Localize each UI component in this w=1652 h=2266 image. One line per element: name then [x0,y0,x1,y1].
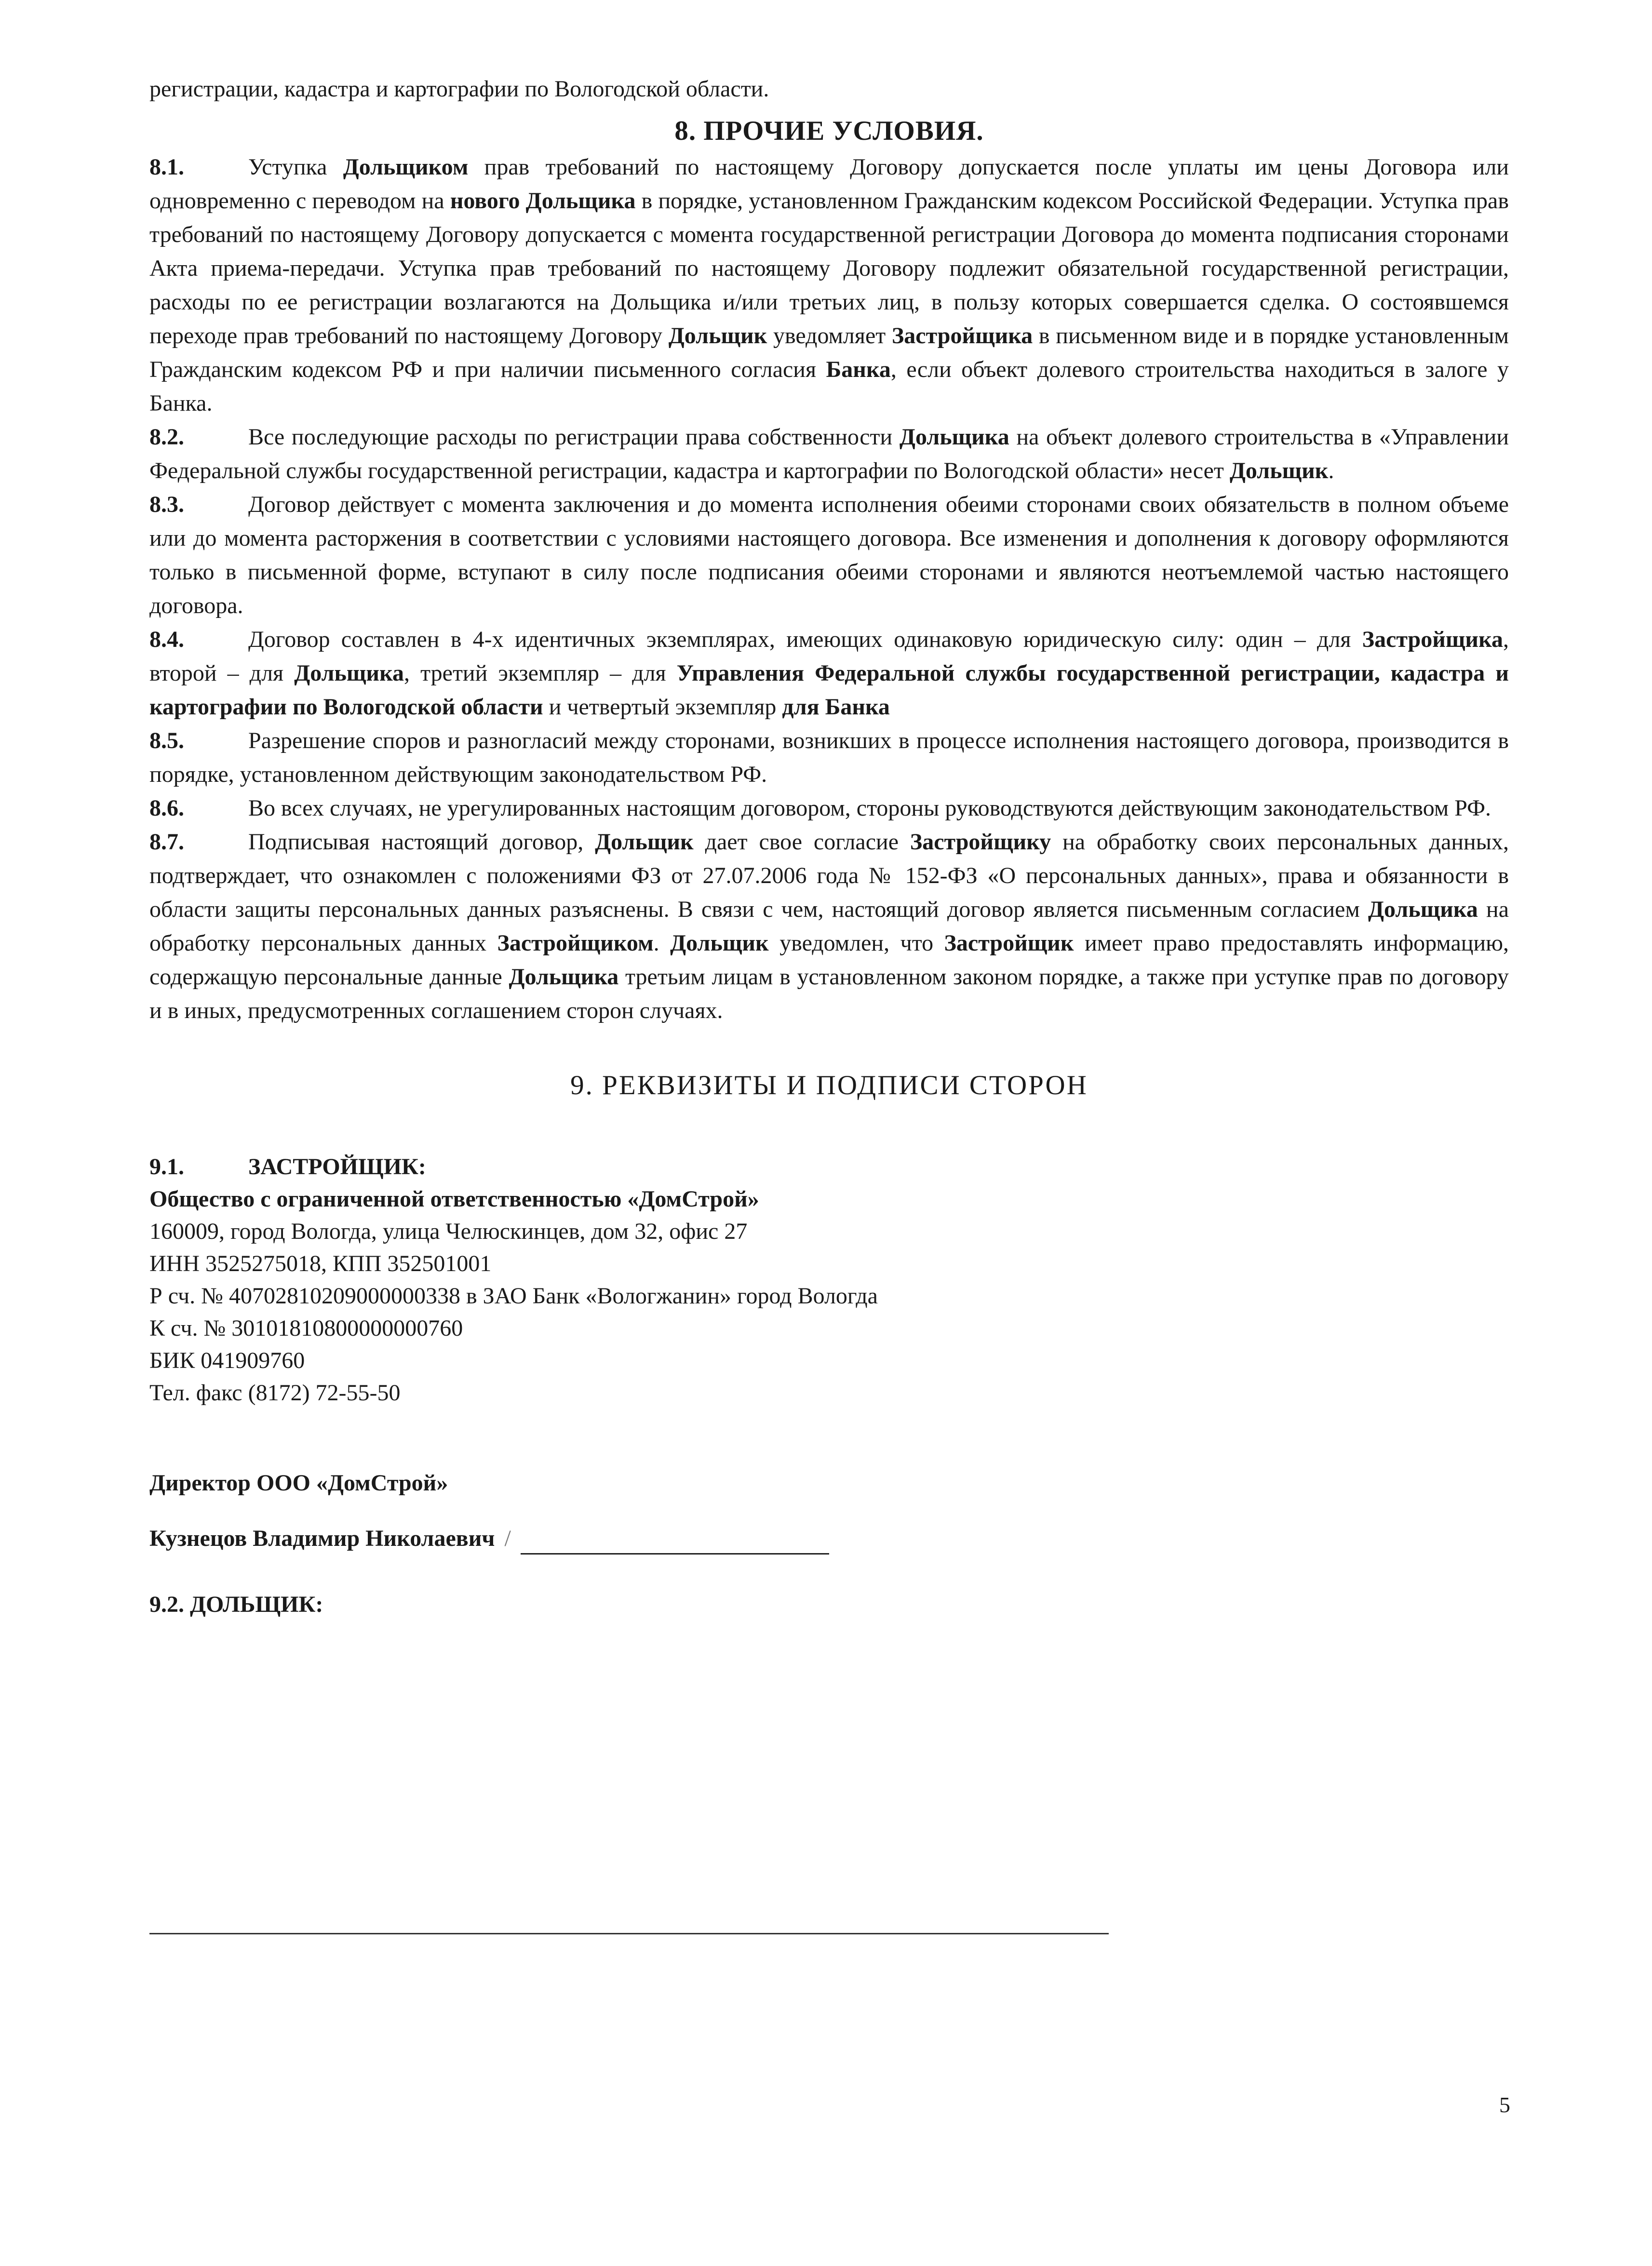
clause-8-1 [149,150,1509,420]
clause-emphasis: Дольщиком [343,154,469,180]
clause-8-7 [149,825,1509,1028]
director-signature-row [149,1522,1509,1555]
clause-text: , второй – для [149,627,1509,686]
document-page [149,72,1509,1644]
clause-text: на обработку персональных данных [149,897,1509,956]
clause-emphasis: Застройщику [910,829,1051,855]
clause-emphasis: Дольщика [1368,897,1478,922]
clause-emphasis: Дольщика [899,424,1009,450]
clause-number: 8.3. [149,492,184,517]
clause-8-5 [149,724,1509,791]
clause-text: уведомляет [767,323,892,349]
developer-org-name: Общество с ограниченной ответственностью «ДомСтрой» [149,1186,759,1212]
developer-settlement-account: Р сч. № 40702810209000000338 в ЗАО Банк «Вологжанин» город Вологда [149,1283,878,1309]
section-9-title: 9. РЕКВИЗИТЫ И ПОДПИСИ СТОРОН [570,1070,1088,1100]
section-8-clauses [149,150,1509,1028]
clause-emphasis: Дольщик [595,829,694,855]
clause-emphasis: Застройщик [944,930,1074,956]
page-number: 5 [1499,2092,1510,2117]
clause-text: Разрешение споров и разногласий между сторонами, возникших в процессе исполнения настоящего договора, производится в порядке, установленном действующим законодательством РФ. [149,728,1509,787]
clause-8-3 [149,488,1509,623]
clause-text: на обработку своих персональных данных, подтверждает, что ознакомлен с положениями ФЗ от 27.07.2006 года № 152-ФЗ «О персональных данных», права и обязанности в области защиты персональных данных разъяснены. В связи с чем, настоящий договор является письменным согласием [149,829,1509,922]
clause-text: и четвертый экземпляр [543,694,782,720]
clause-8-4 [149,623,1509,724]
director-title: Директор ООО «ДомСтрой» [149,1470,448,1496]
director-name: Кузнецов Владимир Николаевич [149,1526,495,1551]
clause-text: . [1328,458,1334,483]
clause-8-2 [149,420,1509,488]
clause-text: Во всех случаях, не урегулированных настоящим договором, стороны руководствуются действующим законодательством РФ. [248,795,1491,821]
clause-emphasis: Застройщика [1362,627,1503,652]
clause-text: Договор составлен в 4-х идентичных экземплярах, имеющих одинаковую юридическую силу: один – для [248,627,1362,652]
clause-text: Подписывая настоящий договор, [248,829,595,855]
clause-emphasis: Дольщик [670,930,769,956]
clause-emphasis: Банка [826,357,891,382]
signature-slash: / [504,1526,511,1551]
clause-number: 8.1. [149,154,184,180]
section-8-title: 8. ПРОЧИЕ УСЛОВИЯ. [674,116,984,146]
clause-number: 8.4. [149,627,184,652]
developer-number: 9.1. [149,1154,184,1180]
clause-number: 8.2. [149,424,184,450]
shareholder-signature-line [149,1933,1109,1934]
clause-number: 8.7. [149,829,184,855]
developer-correspondent-account: К сч. № 30101810800000000760 [149,1315,463,1341]
clause-emphasis: Дольщика [294,660,404,686]
developer-phone: Тел. факс (8172) 72-55-50 [149,1380,401,1406]
clause-text: Все последующие расходы по регистрации права собственности [248,424,900,450]
clause-emphasis: Дольщик [668,323,767,349]
clause-8-6 [149,791,1509,825]
developer-requisites [149,1151,1509,1621]
clause-emphasis: для Банка [782,694,890,720]
clause-text: Уступка [248,154,343,180]
clause-text: дает свое согласие [693,829,910,855]
clause-emphasis: Управления Федеральной службы государственной регистрации, кадастра и картографии по Вологодской области [149,660,1509,720]
clause-emphasis: нового Дольщика [450,188,636,214]
clause-number: 8.6. [149,795,184,821]
clause-text: , если объект долевого строительства находиться в залоге у Банка. [149,357,1509,416]
director-signature-line [521,1530,829,1555]
developer-address: 160009, город Вологда, улица Челюскинцев, дом 32, офис 27 [149,1219,748,1244]
clause-emphasis: Дольщика [509,964,619,990]
clause-text: в письменном виде и в порядке установленным Гражданским кодексом РФ и при наличии письменного согласия [149,323,1509,382]
clause-text: . [653,930,671,956]
developer-inn-kpp: ИНН 3525275018, КПП 352501001 [149,1251,492,1276]
clause-emphasis: Застройщиком [497,930,654,956]
developer-bik: БИК 041909760 [149,1348,305,1373]
clause-text: на объект долевого строительства в «Управлении Федеральной службы государственной регистрации, кадастра и картографии по Вологодской области» несет [149,424,1509,483]
clause-emphasis: Застройщика [891,323,1033,349]
clause-text: прав требований по настоящему Договору допускается после уплаты им цены Договора или одновременно с переводом на [149,154,1509,214]
clause-text: имеет право предоставлять информацию, содержащую персональные данные [149,930,1509,990]
clause-text: в порядке, установленном Гражданским кодексом Российской Федерации. Уступка прав требований по настоящему Договору допускается с момента государственной регистрации Договора до момента подписания сторонами Акта приема-передачи. Уступка прав требований по настоящему Договору подлежит обязательной государственной регистрации, расходы по ее регистрации возлагаются на Дольщика и/или третьих лиц, в пользу которых совершается сделка. О состоявшемся переходе прав требований по настоящему Договору [149,188,1509,349]
clause-emphasis: Дольщик [1229,458,1329,483]
shareholder-heading: 9.2. ДОЛЬЩИК: [149,1592,323,1617]
developer-label: ЗАСТРОЙЩИК: [248,1154,426,1180]
clause-text: уведомлен, что [768,930,944,956]
continued-text: регистрации, кадастра и картографии по Вологодской области. [149,76,769,102]
clause-text: , третий экземпляр – для [404,660,677,686]
clause-text: Договор действует с момента заключения и до момента исполнения обеими сторонами своих обязательств в полном объеме или до момента расторжения в соответствии с условиями настоящего договора. Все изменения и дополнения к договору оформляются только в письменной форме, вступают в силу после подписания обеими сторонами и являются неотъемлемой частью настоящего договора. [149,492,1509,618]
clause-text: третьим лицам в установленном законом порядке, а также при уступке прав по договору и в иных, предусмотренных соглашением сторон случаях. [149,964,1509,1023]
clause-number: 8.5. [149,728,184,753]
developer-heading [149,1151,1509,1183]
